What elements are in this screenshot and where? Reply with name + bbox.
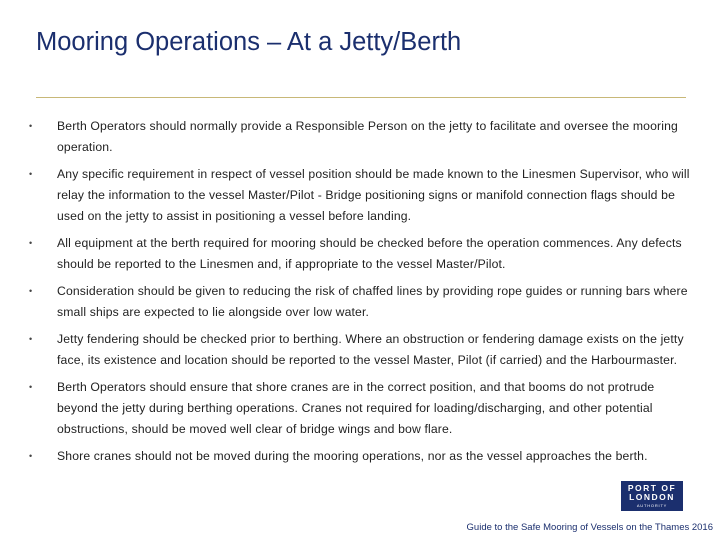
bullet-list bbox=[28, 116, 692, 473]
slide-title: Mooring Operations – At a Jetty/Berth bbox=[36, 28, 462, 56]
bullet-item bbox=[28, 281, 692, 323]
bullet-text: Berth Operators should normally provide a Responsible Person on the jetty to facilitate and oversee the mooring operation. bbox=[57, 119, 678, 154]
bullet-icon: • bbox=[29, 451, 33, 461]
bullet-text: Berth Operators should ensure that shore cranes are in the correct position, and that booms do not protrude beyond the jetty during berthing operations. Cranes not required for loading/discharging, and other potential obstructions, should be moved well clear of bridge wings and bow flare. bbox=[57, 380, 655, 436]
bullet-icon: • bbox=[29, 334, 33, 344]
port-of-london-logo bbox=[621, 481, 683, 511]
bullet-icon: • bbox=[29, 286, 33, 296]
bullet-item bbox=[28, 377, 692, 440]
bullet-item bbox=[28, 116, 692, 158]
bullet-item bbox=[28, 233, 692, 275]
bullet-text: All equipment at the berth required for mooring should be checked before the operation commences. Any defects should be reported to the Linesmen and, if appropriate to the vessel Master/Pilot. bbox=[57, 236, 682, 271]
logo-line-1: PORT OF bbox=[627, 483, 677, 493]
footer-caption: Guide to the Safe Mooring of Vessels on the Thames 2016 bbox=[466, 522, 713, 533]
bullet-text: Any specific requirement in respect of vessel position should be made known to the Linesmen Supervisor, who will relay the information to the vessel Master/Pilot - Bridge positioning signs or manifold connection flags should be used on the jetty to assist in positioning a vessel before landing. bbox=[57, 167, 690, 223]
bullet-text: Shore cranes should not be moved during the mooring operations, nor as the vessel approaches the berth. bbox=[57, 449, 648, 463]
bullet-icon: • bbox=[29, 382, 33, 392]
logo-line-3: AUTHORITY bbox=[636, 503, 668, 508]
title-divider bbox=[36, 97, 686, 98]
logo-line-2: LONDON bbox=[629, 492, 675, 502]
bullet-text: Consideration should be given to reducing the risk of chaffed lines by providing rope guides or running bars where small ships are expected to lie alongside over low water. bbox=[57, 284, 688, 319]
bullet-item bbox=[28, 164, 692, 227]
bullet-item bbox=[28, 329, 692, 371]
bullet-item bbox=[28, 446, 692, 467]
bullet-icon: • bbox=[29, 169, 33, 179]
bullet-icon: • bbox=[29, 121, 33, 131]
bullet-icon: • bbox=[29, 238, 33, 248]
bullet-text: Jetty fendering should be checked prior to berthing. Where an obstruction or fendering damage exists on the jetty face, its existence and location should be reported to the vessel Master, Pilot (if carried) and the Harbourmaster. bbox=[57, 332, 684, 367]
